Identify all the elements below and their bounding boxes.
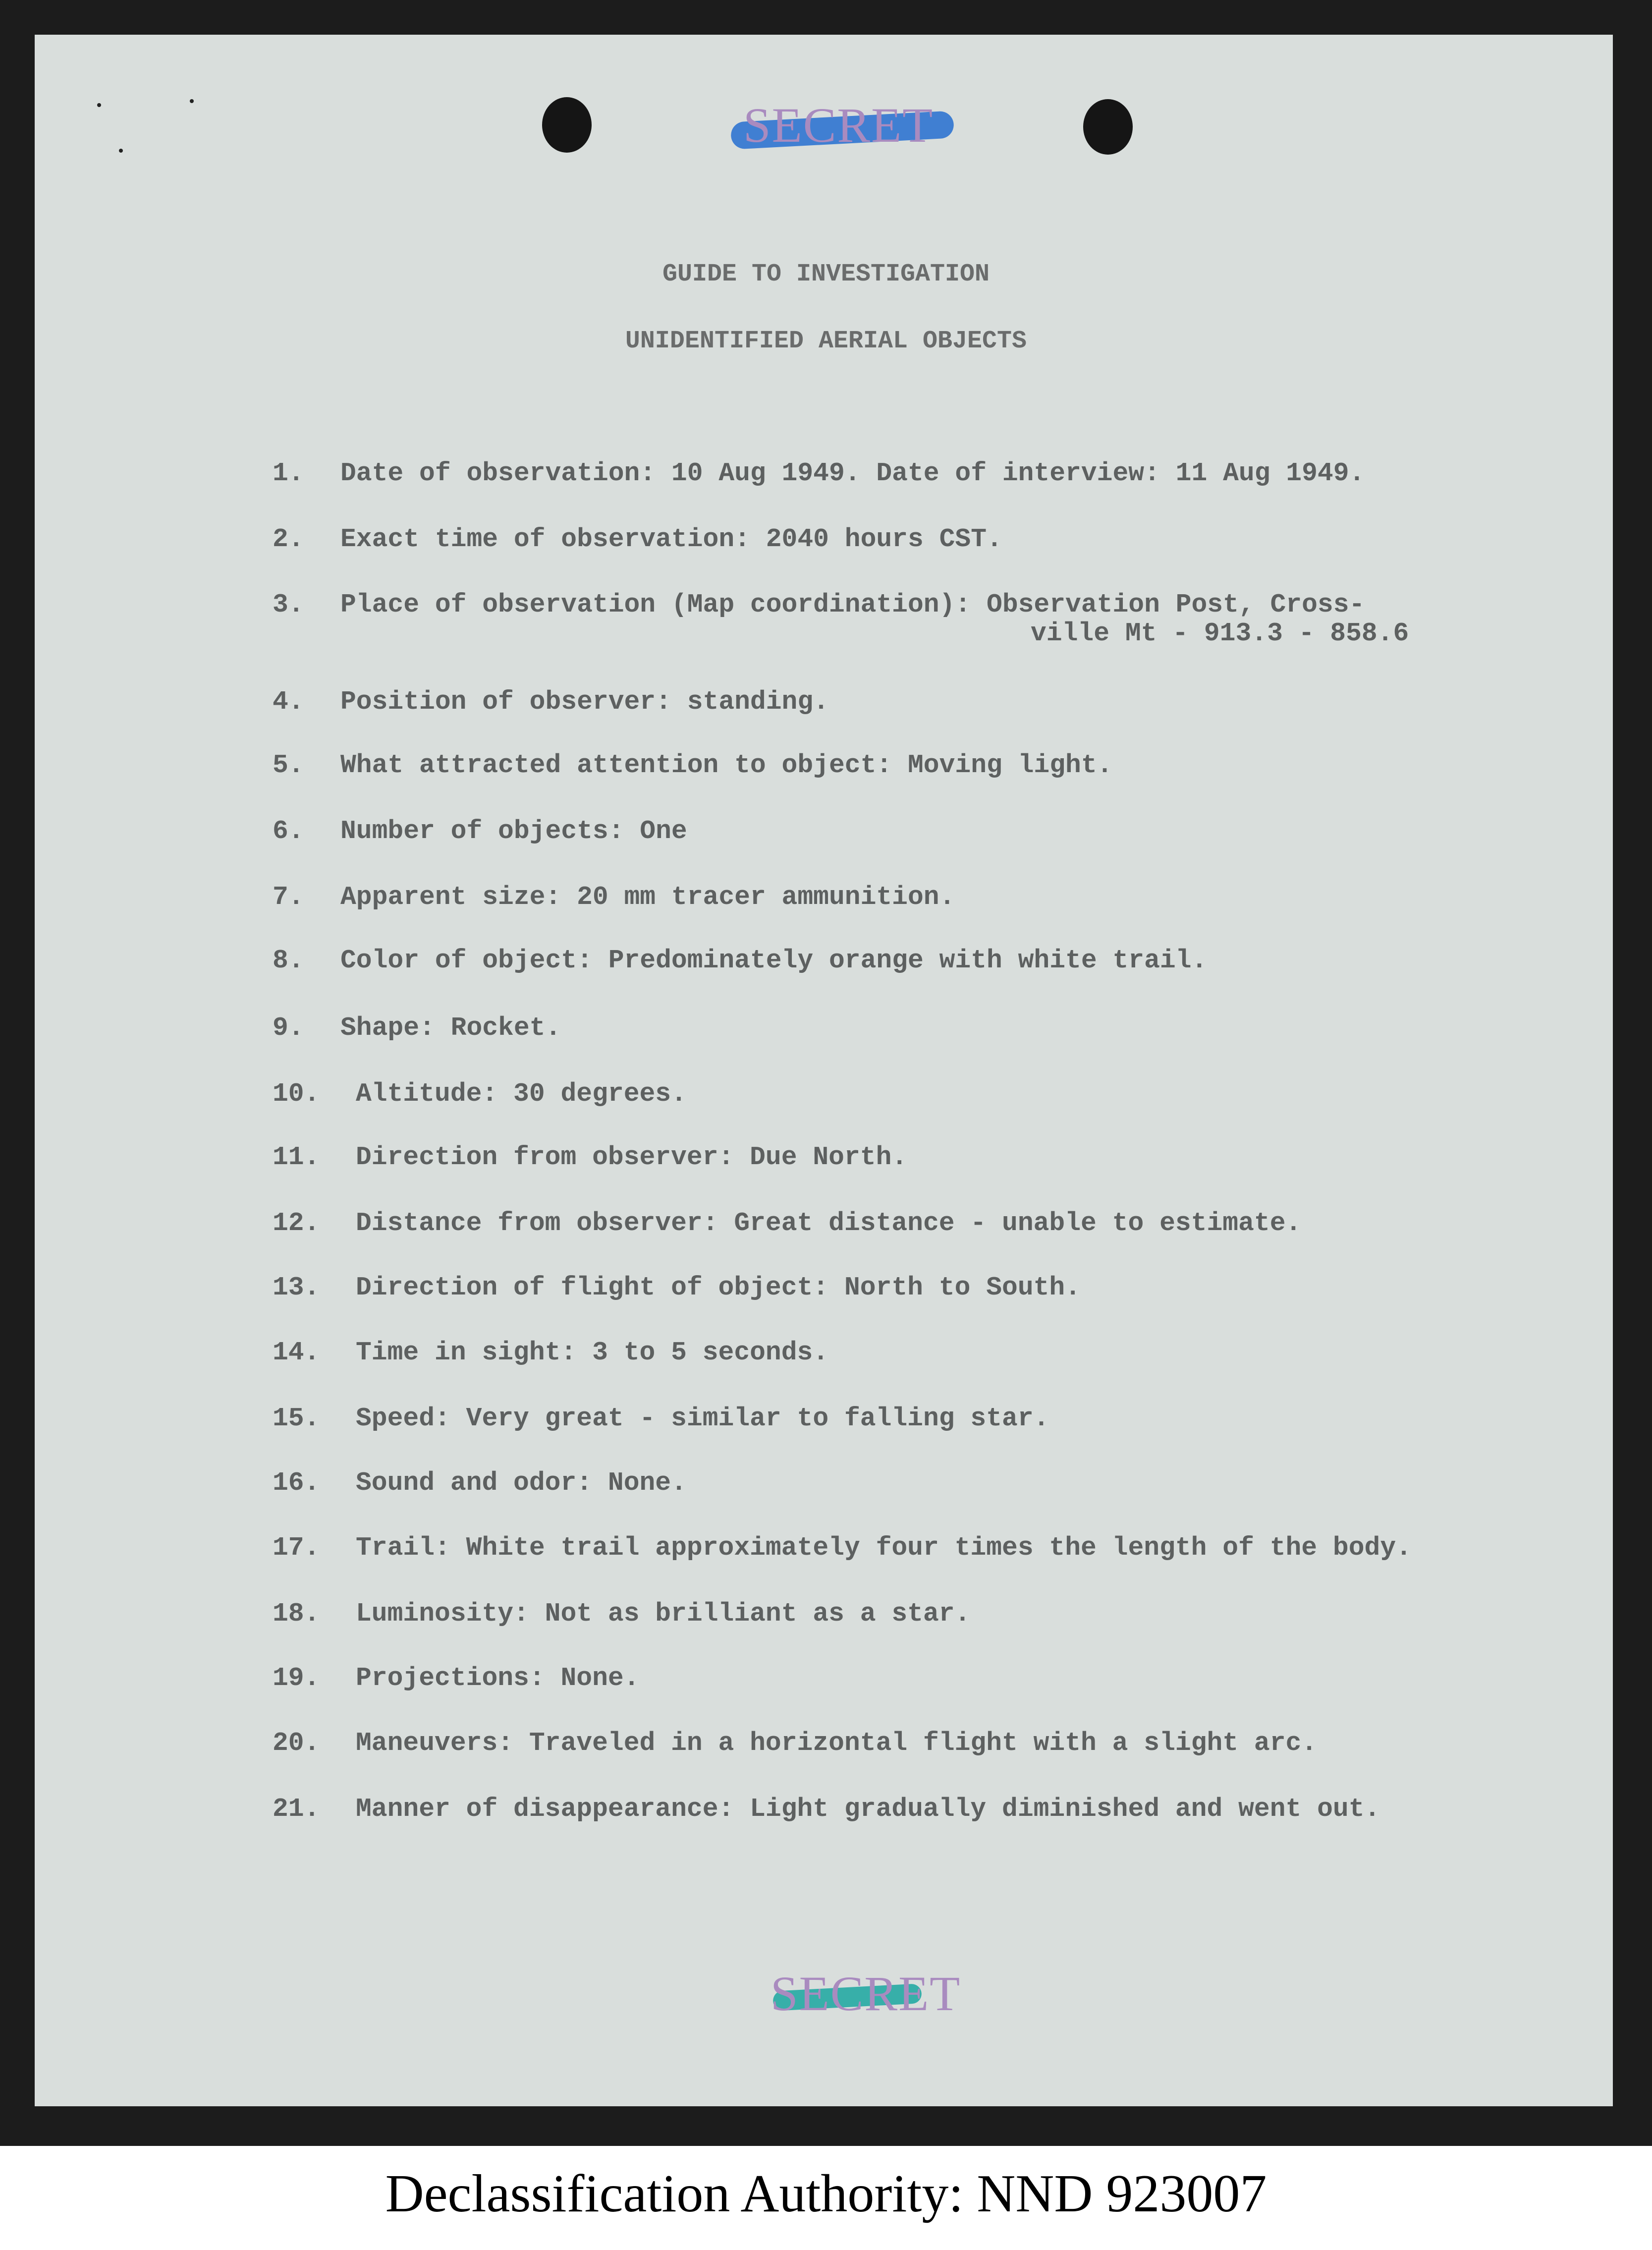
item-number: 10. [273,1079,320,1109]
item-text: Luminosity: Not as brilliant as a star. [356,1599,971,1629]
item-number: 3. [273,590,304,619]
secret-stamp-top: SECRET [743,98,934,153]
item-number: 18. [273,1599,320,1629]
item-text: Number of objects: One [340,816,687,846]
item-number: 14. [273,1338,320,1367]
speck [97,103,101,107]
item-text: Place of observation (Map coordination): Observation Post, Cross- [340,590,1365,619]
item-text: Color of object: Predominately orange with white trail. [340,946,1208,975]
item-text-continued: ville Mt - 913.3 - 858.6 [1031,619,1409,648]
heading-subtitle: UNIDENTIFIED AERIAL OBJECTS [625,327,1027,355]
item-number: 11. [273,1142,320,1172]
item-number: 21. [273,1794,320,1824]
item-number: 20. [273,1728,320,1758]
punch-hole [542,97,592,153]
item-number: 15. [273,1404,320,1433]
item-text: Manner of disappearance: Light gradually diminished and went out. [356,1794,1380,1824]
item-text: Distance from observer: Great distance - unable to estimate. [356,1208,1302,1238]
item-text: Trail: White trail approximately four times the length of the body. [356,1533,1412,1563]
item-text: Position of observer: standing. [340,687,829,717]
item-text: Sound and odor: None. [356,1468,687,1498]
secret-stamp-bottom: SECRET [771,1966,961,2021]
item-number: 12. [273,1208,320,1238]
speck [119,149,123,153]
item-text: Altitude: 30 degrees. [356,1079,687,1109]
item-number: 8. [273,946,304,975]
item-text: Projections: None. [356,1663,640,1693]
item-number: 13. [273,1273,320,1302]
item-text: Time in sight: 3 to 5 seconds. [356,1338,829,1367]
item-number: 4. [273,687,304,717]
item-text: Apparent size: 20 mm tracer ammunition. [340,882,955,912]
item-number: 7. [273,882,304,912]
item-number: 6. [273,816,304,846]
item-number: 1. [273,458,304,488]
declassification-caption: Declassification Authority: NND 923007 [385,2164,1267,2223]
item-text: Direction from observer: Due North. [356,1142,908,1172]
item-text: Shape: Rocket. [340,1013,561,1043]
item-text: Maneuvers: Traveled in a horizontal flight with a slight arc. [356,1728,1318,1758]
heading-guide: GUIDE TO INVESTIGATION [662,260,990,288]
punch-hole [1083,99,1133,155]
item-text: Exact time of observation: 2040 hours CST. [340,524,1002,554]
item-number: 9. [273,1013,304,1043]
item-text: What attracted attention to object: Moving light. [340,750,1113,780]
item-text: Date of observation: 10 Aug 1949. Date of interview: 11 Aug 1949. [340,458,1365,488]
speck [190,99,194,103]
item-number: 5. [273,750,304,780]
item-number: 2. [273,524,304,554]
item-number: 19. [273,1663,320,1693]
item-number: 16. [273,1468,320,1498]
item-text: Direction of flight of object: North to South. [356,1273,1081,1302]
item-text: Speed: Very great - similar to falling star. [356,1404,1049,1433]
item-number: 17. [273,1533,320,1563]
